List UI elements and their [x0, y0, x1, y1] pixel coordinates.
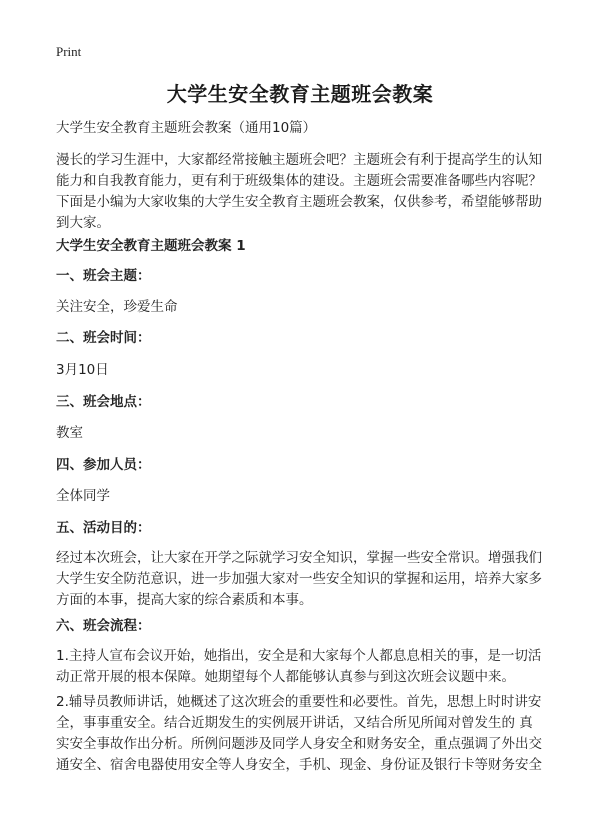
section-heading-location: 三、班会地点：: [56, 394, 151, 410]
intro-line: 到大家。: [56, 215, 110, 231]
intro-line: 能力和自我教育能力，更有利于班级集体的建设。主题班会需要准备哪些内容呢？: [56, 173, 542, 189]
purpose-paragraph: [56, 548, 552, 611]
document-subtitle: 大学生安全教育主题班会教案（通用10篇）: [56, 120, 317, 136]
section-content-theme: 关注安全，珍爱生命: [56, 299, 178, 315]
purpose-line: 方面的本事，提高大家的综合素质和本事。: [56, 592, 313, 608]
section-heading-purpose: 五、活动目的：: [56, 520, 151, 536]
step2-line: 全，事事重安全。结合近期发生的实例展开讲话，又结合所见所闻对曾发生的 真: [56, 715, 533, 731]
section-heading-time: 二、班会时间：: [56, 330, 151, 346]
step1-line: 动正常开展的根本保障。她期望每个人都能够认真参与到这次班会议题中来。: [56, 669, 515, 685]
section-content-location: 教室: [56, 425, 83, 441]
print-link[interactable]: Print: [56, 44, 82, 59]
intro-line: 漫长的学习生涯中，大家都经常接触主题班会吧？主题班会有利于提高学生的认知: [56, 152, 542, 168]
step1-line: 1.主持人宣布会议开始，她指出，安全是和大家每个人都息息相关的事，是一切活: [56, 648, 542, 664]
purpose-line: 大学生安全防范意识，进一步加强大家对一些安全知识的掌握和运用，培养大家多: [56, 571, 542, 587]
intro-line: 下面是小编为大家收集的大学生安全教育主题班会教案，仅供参考，希望能够帮助: [56, 194, 542, 210]
purpose-line: 经过本次班会，让大家在开学之际就学习安全知识，掌握一些安全常识。增强我们: [56, 550, 542, 566]
step2-line: 2.辅导员教师讲话，她概述了这次班会的重要性和必要性。首先，思想上时时讲安: [56, 694, 542, 710]
section-content-participants: 全体同学: [56, 488, 110, 504]
step2-line: 实安全事故作出分析。所例问题涉及同学人身安全和财务安全，重点强调了外出交: [56, 736, 542, 752]
section-heading-participants: 四、参加人员：: [56, 457, 151, 473]
process-step-1: [56, 646, 552, 688]
step2-line: 通安全、宿舍电器使用安全等人身安全，手机、现金、身份证及银行卡等财务安全: [56, 757, 542, 773]
intro-paragraph: [56, 150, 552, 234]
process-step-2: [56, 692, 552, 776]
section-heading-theme: 一、班会主题：: [56, 268, 151, 284]
document-title: 大学生安全教育主题班会教案: [166, 82, 434, 106]
section-heading-process: 六、班会流程：: [56, 618, 151, 634]
section-content-time: 3月10日: [56, 362, 109, 378]
plan-heading: 大学生安全教育主题班会教案 1: [56, 238, 246, 254]
